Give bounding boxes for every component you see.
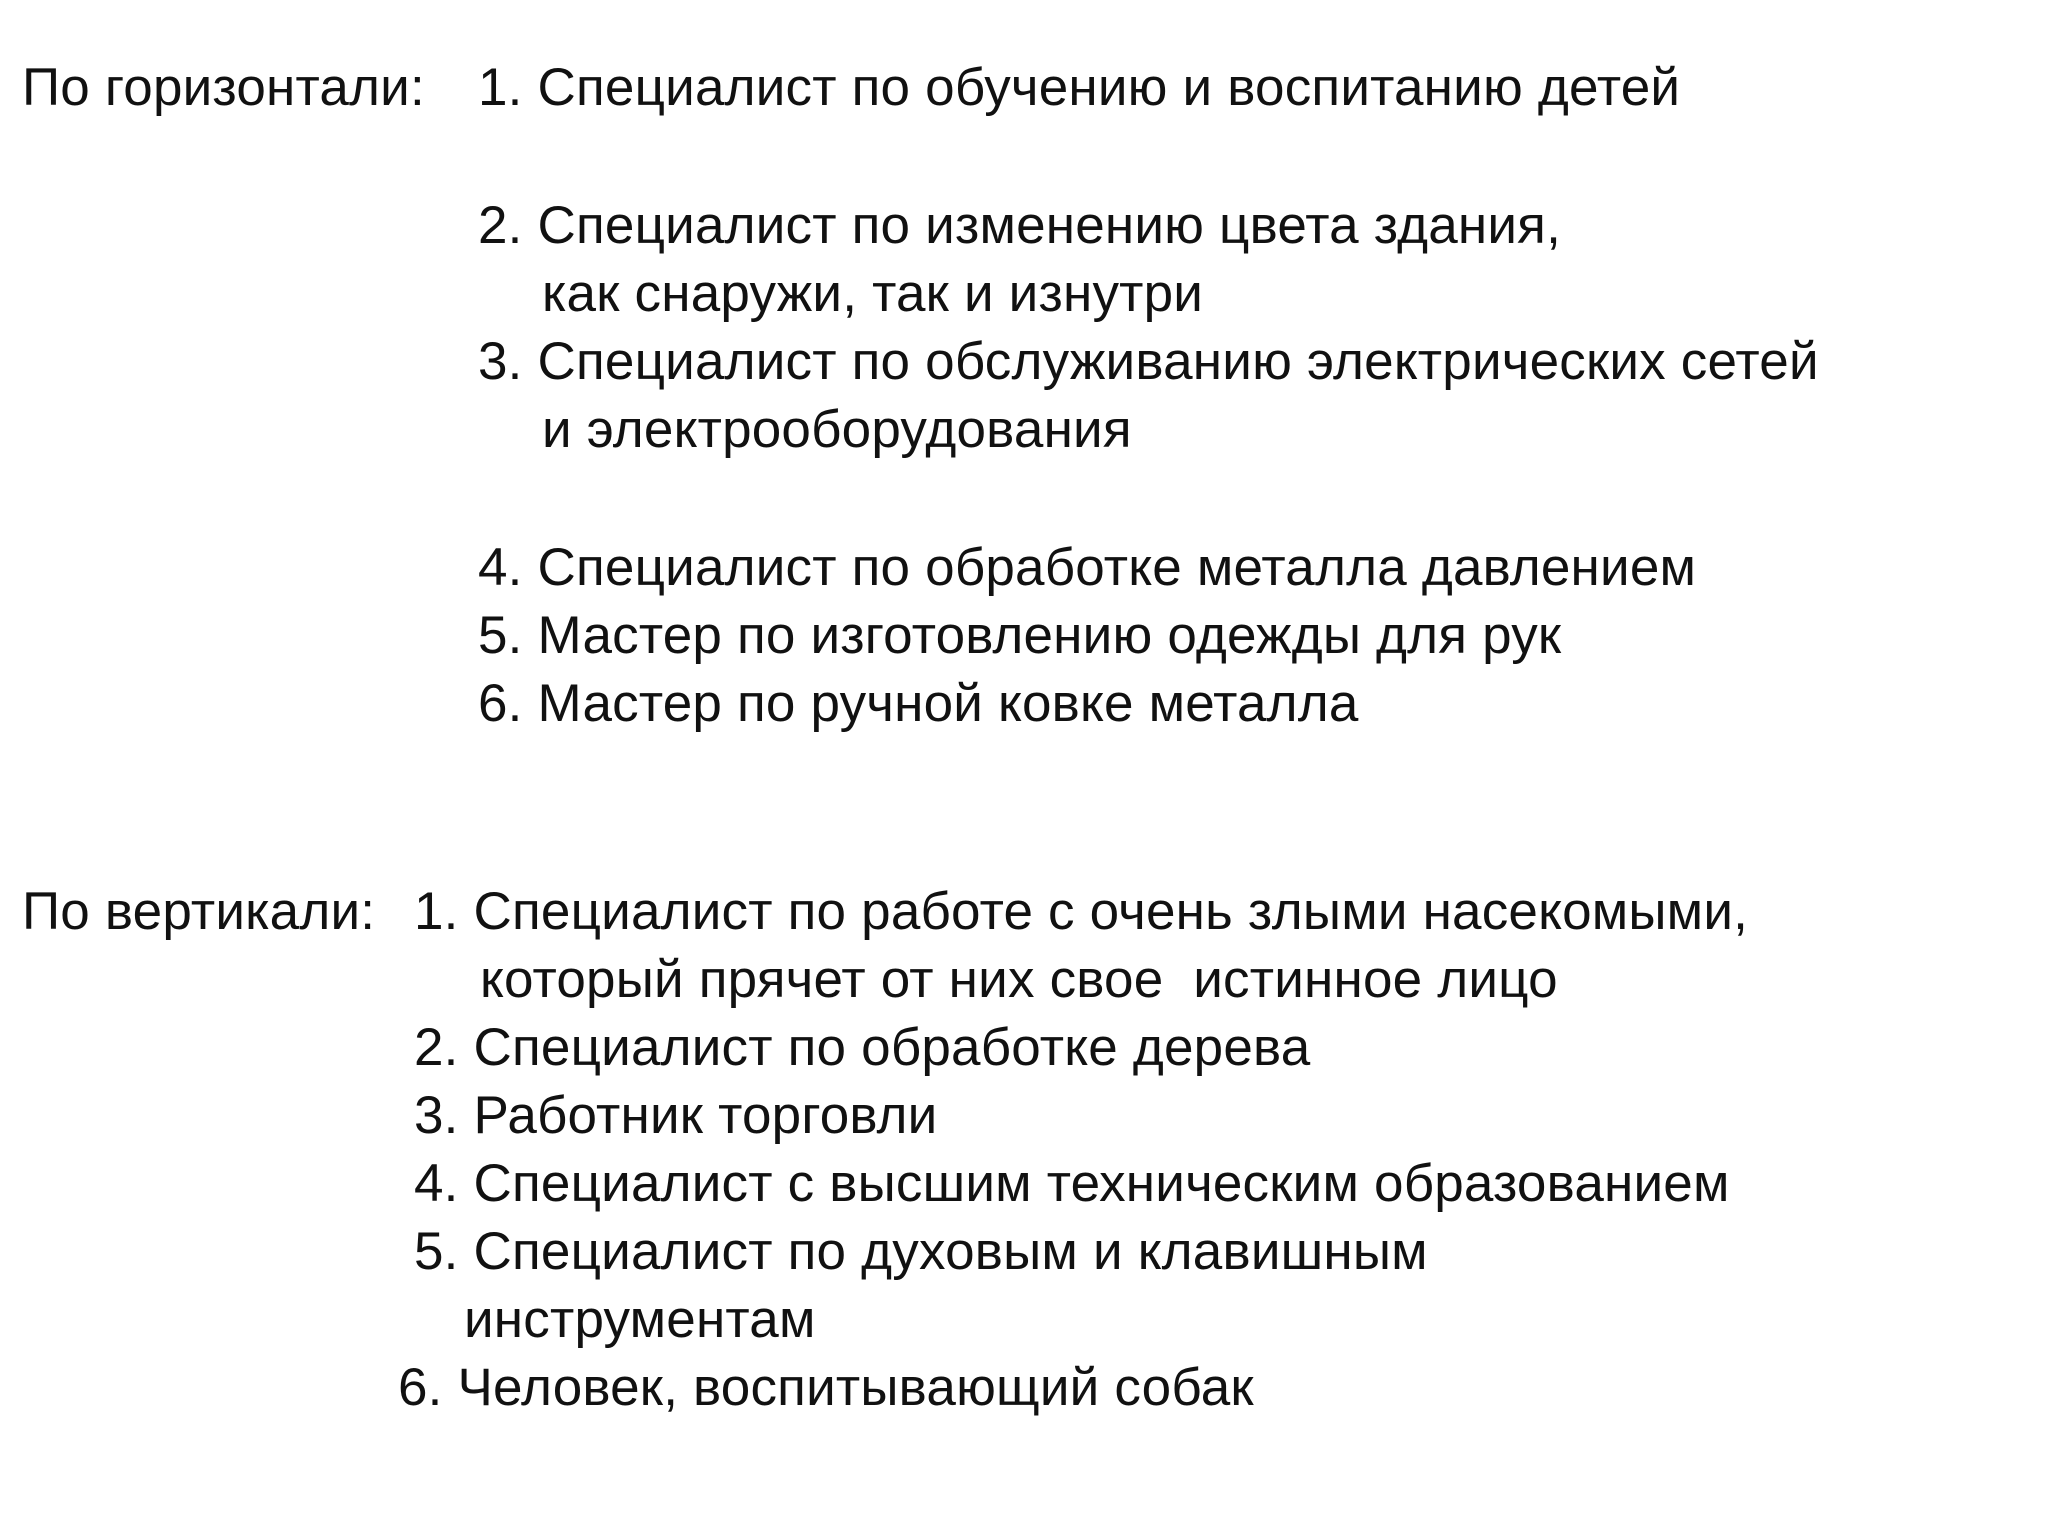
horizontal-item-2-cont: как снаружи, так и изнутри [542, 264, 1204, 323]
vertical-item-3: 3. Работник торговли [414, 1086, 938, 1145]
horizontal-item-3: 3. Специалист по обслуживанию электрических сетей [478, 332, 1819, 391]
horizontal-item-4: 4. Специалист по обработке металла давлением [478, 538, 1697, 597]
horizontal-item-6: 6. Мастер по ручной ковке металла [478, 674, 1359, 733]
horizontal-item-2: 2. Специалист по изменению цвета здания, [478, 196, 1562, 255]
vertical-item-5-cont: инструментам [464, 1290, 816, 1349]
vertical-heading: По вертикали: [22, 882, 376, 941]
vertical-item-1: 1. Специалист по работе с очень злыми насекомыми, [414, 882, 1749, 941]
horizontal-item-1: 1. Специалист по обучению и воспитанию детей [478, 58, 1681, 117]
vertical-item-5: 5. Специалист по духовым и клавишным [414, 1222, 1428, 1281]
vertical-item-1-cont: который прячет от них свое истинное лицо [480, 950, 1558, 1009]
vertical-item-6: 6. Человек, воспитывающий собак [398, 1358, 1254, 1417]
horizontal-item-5: 5. Мастер по изготовлению одежды для рук [478, 606, 1562, 665]
horizontal-heading: По горизонтали: [22, 58, 425, 117]
vertical-item-4: 4. Специалист с высшим техническим образованием [414, 1154, 1730, 1213]
vertical-item-2: 2. Специалист по обработке дерева [414, 1018, 1311, 1077]
horizontal-item-3-cont: и электрооборудования [542, 400, 1132, 459]
